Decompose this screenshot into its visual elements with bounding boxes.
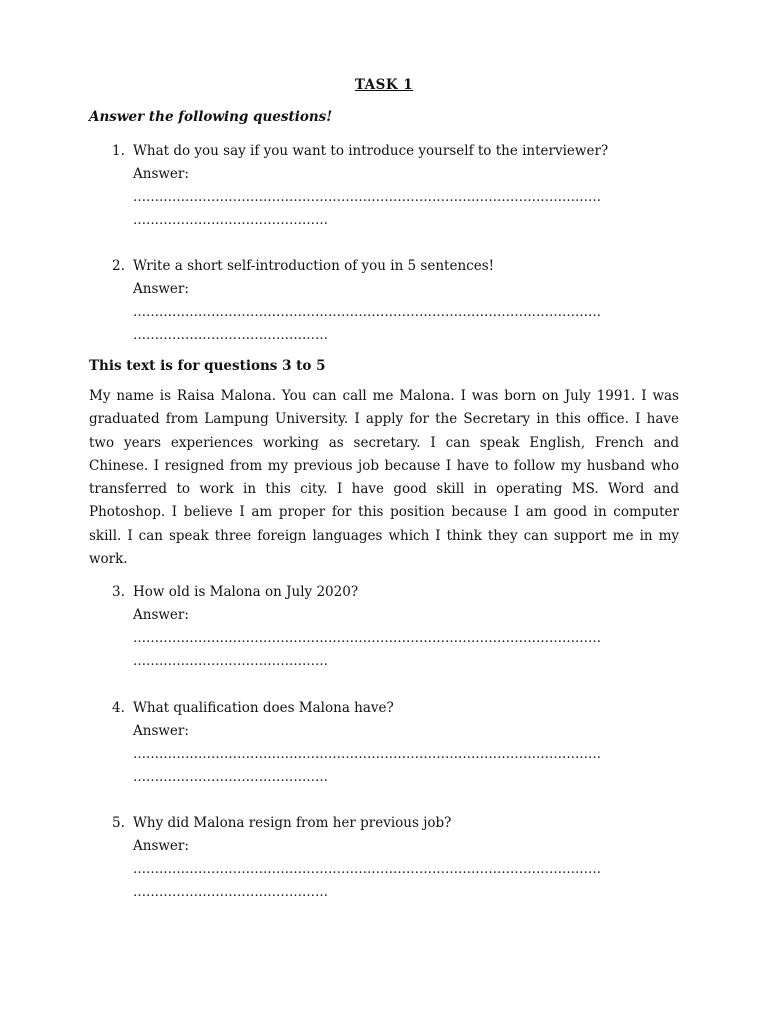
question-number: 1. [112, 143, 125, 159]
question-block-4 [112, 697, 672, 789]
answer-line-short[interactable]: ……………………………………… [133, 328, 328, 343]
answer-line-long[interactable]: ……………………………………………………………………………………………… [133, 190, 601, 205]
question-text: Why did Malona resign from her previous job? [133, 815, 452, 831]
question-number: 2. [112, 258, 125, 274]
answer-label: Answer: [133, 166, 189, 182]
question-text: What do you say if you want to introduce yourself to the interviewer? [133, 143, 609, 159]
answer-line-short[interactable]: ……………………………………… [133, 654, 328, 669]
question-text: What qualification does Malona have? [133, 700, 394, 716]
answer-line-long[interactable]: ……………………………………………………………………………………………… [133, 862, 601, 877]
answer-label: Answer: [133, 723, 189, 739]
reading-passage: My name is Raisa Malona. You can call me Malona. I was born on July 1991. I was graduated from Lampung University. I apply for the Secretary in this office. I have two years experiences working as secretary. I can speak English, French and Chinese. I resigned from my previous job because I have to follow my husband who transferred to work in this city. I have good skill in operating MS. Word and Photoshop. I believe I am proper for this position because I am good in computer skill. I can speak three foreign languages which I think they can support me in my work. [89, 388, 679, 568]
question-block-5 [112, 812, 672, 904]
question-number: 5. [112, 815, 125, 831]
answer-label: Answer: [133, 281, 189, 297]
question-number: 3. [112, 584, 125, 600]
answer-line-long[interactable]: ……………………………………………………………………………………………… [133, 747, 601, 762]
instruction-text: Answer the following questions! [89, 109, 333, 125]
answer-line-long[interactable]: ……………………………………………………………………………………………… [133, 631, 601, 646]
answer-line-short[interactable]: ……………………………………… [133, 213, 328, 228]
question-block-1 [112, 140, 672, 232]
answer-label: Answer: [133, 838, 189, 854]
answer-line-long[interactable]: ……………………………………………………………………………………………… [133, 305, 601, 320]
question-text: How old is Malona on July 2020? [133, 584, 359, 600]
answer-line-short[interactable]: ……………………………………… [133, 885, 328, 900]
question-text: Write a short self-introduction of you in 5 sentences! [133, 258, 495, 274]
question-block-3 [112, 581, 672, 673]
question-block-2 [112, 255, 672, 347]
page-title: TASK 1 [354, 77, 414, 93]
question-number: 4. [112, 700, 125, 716]
answer-label: Answer: [133, 607, 189, 623]
passage-heading: This text is for questions 3 to 5 [89, 358, 326, 374]
answer-line-short[interactable]: ……………………………………… [133, 770, 328, 785]
